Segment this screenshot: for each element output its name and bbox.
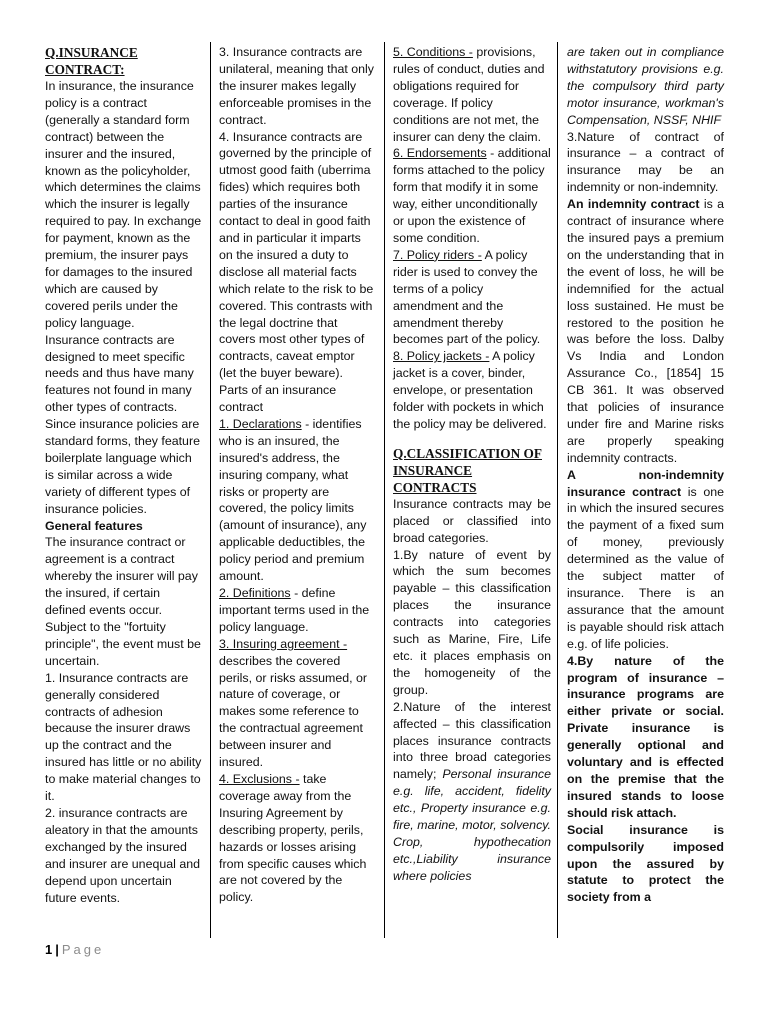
part-7-paragraph [393, 247, 551, 348]
general-features-heading: General features [45, 518, 143, 533]
part-2-paragraph [219, 585, 374, 636]
point-4-paragraph: 4. Insurance contracts are governed by the principle of utmost good faith (uberrima fides) which requires both parties of the insurance contact to deal in good faith and in particular it imparts on the insured a duty to disclose all material facts which relate to the risk to be covered. This contrasts with the legal doctrine that covers most other types of contracts, caveat emptor (let the buyer beware). [219, 129, 374, 381]
insurance-contract-heading: Q.INSURANCE CONTRACT: [45, 45, 138, 77]
part-3-label: 3. Insuring agreement - [219, 636, 348, 651]
classification-3-paragraph: 3.Nature of contract of insurance – a contract of insurance may be an indemnity or non-indemnity. [567, 129, 724, 195]
part-1-text: - identifies who is an insured, the insured's address, the insuring company, what risks or property are covered, the policy limits (amount of insurance), any applicable deductibles, the policy period and premium amount. [219, 416, 367, 584]
classification-2-paragraph [393, 699, 551, 885]
column-divider-2 [384, 42, 385, 938]
footer-separator: | [55, 942, 59, 957]
non-indemnity-term: A non-indemnity insurance contract [567, 467, 724, 499]
point-3-paragraph: 3. Insurance contracts are unilateral, meaning that only the insurer makes legally enforceable promises in the contract. [219, 45, 374, 127]
liability-continuation: are taken out in compliance withstatutory provisions e.g. the compulsory third party motor insurance, workman's Compensation, NSSF, NHIF [567, 45, 724, 127]
page-footer [45, 942, 104, 957]
intro-paragraph: In insurance, the insurance policy is a contract (generally a standard form contract) between the insurer and the insured, known as the policyholder, which determines the claims which the insurer is legally required to pay. In exchange for payment, known as the premium, the insurer pays for damages to the insured which are caused by covered perils under the policy language. [45, 79, 202, 330]
spacer [393, 433, 551, 445]
part-2-label: 2. Definitions [219, 586, 291, 600]
column-1 [45, 44, 203, 906]
part-8-paragraph [393, 348, 551, 433]
part-5-paragraph [393, 44, 551, 145]
indemnity-term: An indemnity contract [567, 197, 700, 212]
part-5-text: provisions, rules of conduct, duties and obligations required for coverage. If policy conditions are not met, the insurer can deny the claim. [393, 45, 545, 144]
part-2-text: - define important terms used in the policy language. [219, 586, 370, 634]
part-8-text: A policy jacket is a cover, binder, envelope, or presentation folder with pockets in which the policy may be delivered. [393, 349, 547, 431]
standard-forms-paragraph: Since insurance policies are standard forms, they feature boilerplate language which is similar across a wide variety of different types of insurance policies. [45, 417, 200, 516]
classification-intro: Insurance contracts may be placed or classified into broad categories. [393, 496, 551, 545]
point-2-paragraph: 2. insurance contracts are aleatory in that the amounts exchanged by the insured and insurer are unequal and depend upon uncertain future events. [45, 805, 200, 905]
part-3-text: describes the covered perils, or risks assumed, or nature of coverage, or makes some reference to the contractual agreement between insurer and insured. [219, 653, 368, 770]
non-indemnity-paragraph [567, 467, 724, 653]
part-6-paragraph [393, 145, 551, 246]
classification-2-text: Nature of the interest affected – this classification places insurance contracts into three broad categories namely; [393, 699, 551, 782]
part-1-label: 1. Declarations [219, 416, 302, 431]
classification-2-number: 2. [393, 699, 404, 714]
part-6-label: 6. Endorsements [393, 146, 487, 161]
part-7-label: 7. Policy riders - [393, 247, 482, 262]
non-indemnity-text: is one in which the insured secures the payment of a fixed sum of money, previously determined as the value of the subject matter of insurance. There is an assurance that the amount is payable should risk attach e.g. of life policies. [567, 484, 724, 651]
indemnity-paragraph [567, 196, 724, 467]
indemnity-text: is a contract of insurance where the insured pays a premium on the understanding that in the event of loss, he will be indemnified for the actual loss sustained. He must be restored to the position he was before the loss. Dalby Vs India and London Assurance Co., [1854] 15 CB 361. It was observed that policies of insurance under fire and Marine risks are properly speaking indemnity contracts. [567, 197, 724, 465]
classification-2-examples: Personal insurance e.g. life, accident, fidelity etc., Property insurance e.g. fire, marine, motor, solvency. Crop, hypothecation etc.,Liability insurance where policies [393, 767, 551, 883]
part-3-paragraph [219, 636, 374, 771]
part-1-paragraph [219, 416, 374, 585]
classification-1-paragraph: 1.By nature of event by which the sum becomes payable – this classification places the insurance contracts into categories such as Marine, Fire, Life etc. it places emphasis on the homogeneity of the group. [393, 547, 551, 697]
part-6-text: - additional forms attached to the policy form that modify it in some way, either unconditionally or upon the existence of some condition. [393, 146, 551, 245]
column-3 [393, 44, 551, 885]
part-7-text: A policy rider is used to convey the terms of a policy amendment and the amendment thereby becomes part of the policy. [393, 247, 541, 347]
page-number: 1 [45, 942, 53, 957]
part-8-label: 8. Policy jackets - [393, 349, 490, 364]
page-label: Page [61, 942, 105, 957]
classification-4-paragraph: 4.By nature of the program of insurance – insurance programs are either private or social. Private insurance is generally optional and voluntary and is effected on the premise that the insured stands to loose should risk attach. [567, 653, 724, 820]
column-4 [567, 44, 724, 906]
social-insurance-paragraph: Social insurance is compulsorily imposed upon the assured by statute to protect the society from a [567, 822, 724, 905]
classification-heading: Q.CLASSIFICATION OF INSURANCE CONTRACTS [393, 445, 542, 495]
general-features-paragraph: The insurance contract or agreement is a contract whereby the insurer will pay the insured, if certain defined events occur. Subject to the "fortuity principle", the event must be uncertain. [45, 535, 201, 668]
column-divider-3 [557, 42, 558, 938]
part-4-text: take coverage away from the Insuring Agreement by describing property, perils, hazards or losses arising from specific causes which are not covered by the policy. [219, 771, 367, 905]
parts-heading: Parts of an insurance contract [219, 383, 337, 415]
designed-paragraph: Insurance contracts are designed to meet specific needs and thus have many features not found in many other types of contracts. [45, 332, 194, 415]
column-2 [219, 44, 374, 906]
column-divider-1 [210, 42, 211, 938]
point-1-paragraph: 1. Insurance contracts are generally considered contracts of adhesion because the insurer draws up the contract and the insured has little or no ability to make material changes to it. [45, 670, 202, 804]
part-4-label: 4. Exclusions - [219, 771, 300, 786]
part-4-paragraph [219, 771, 374, 906]
part-5-label: 5. Conditions - [393, 45, 473, 59]
